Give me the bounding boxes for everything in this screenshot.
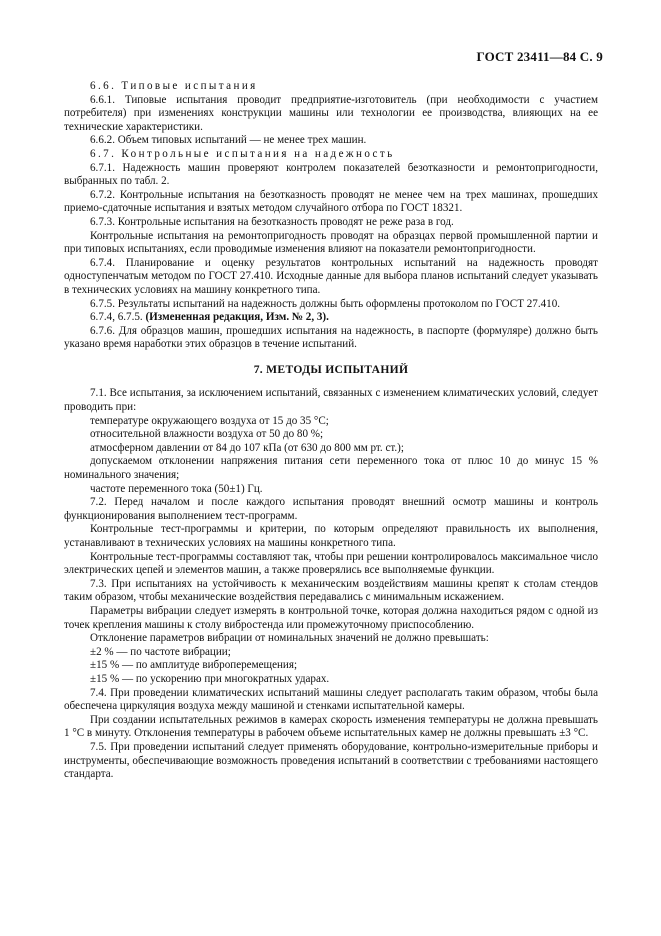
amendment-text: (Измененная редакция, Изм. № 2, 3).	[145, 311, 329, 324]
clause-6-7-3: 6.7.3. Контрольные испытания на безотказность проводят не реже раза в год.	[90, 215, 454, 228]
paragraph-test-programs-composition: Контрольные тест-программы составляют так, чтобы при решении контролировалось максимальное число электрических цепей и элементов машин, а также проверялись все выполняемые функции.	[64, 550, 598, 577]
paragraph-vibration-deviation: Отклонение параметров вибрации от номинальных значений не должно превышать:	[90, 632, 489, 645]
section-6-7-title: 6.7. Контрольные испытания на надежность	[90, 147, 395, 160]
clause-6-6-2: 6.6.2. Объем типовых испытаний — не менее трех машин.	[90, 134, 367, 147]
clause-6-7-1: 6.7.1. Надежность машин проверяют контролем показателей безотказности и ремонтопригодности, выбранных по табл. 2.	[64, 161, 598, 188]
deviation-amplitude: ±15 % — по амплитуде виброперемещения;	[90, 659, 298, 672]
paragraph-test-programs: Контрольные тест-программы и критерии, по которым определяют правильность их выполнения, устанавливают в технических условиях на машины конкретного типа.	[64, 523, 598, 549]
clause-7-5: 7.5. При проведении испытаний следует применять оборудование, контрольно-измерительные приборы и инструменты, обеспечивающие возможность проведения испытаний в соответствии с требованиями настоящего стандарта.	[64, 740, 598, 781]
paragraph-vibration-measure: Параметры вибрации следует измерять в контрольной точке, которая должна находиться рядом с одной из точек крепления машины к столу вибростенда или промежуточному приспособлению.	[64, 604, 598, 631]
deviation-frequency: ±2 % — по частоте вибрации;	[90, 645, 231, 658]
clause-6-7-6: 6.7.6. Для образцов машин, прошедших испытания на надежность, в паспорте (формуляре) должно быть указано время наработки этих образцов в течение испытаний.	[64, 324, 598, 351]
condition-humidity: относительной влажности воздуха от 50 до 80 %;	[90, 428, 324, 441]
condition-voltage: допускаемом отклонении напряжения питания сети переменного тока от плюс 10 до минус 15 % номинального значения;	[64, 455, 598, 482]
amendment-clauses: 6.7.4, 6.7.5.	[90, 311, 143, 324]
clause-6-7-5: 6.7.5. Результаты испытаний на надежность должны быть оформлены протоколом по ГОСТ 27.410.	[90, 297, 561, 310]
clause-7-4: 7.4. При проведении климатических испытаний машины следует располагать таким образом, чтобы была обеспечена циркуляция воздуха между машиной и стенками испытательной камеры.	[64, 686, 598, 713]
clause-6-6-1: 6.6.1. Типовые испытания проводит предприятие-изготовитель (при необходимости с участием потребителя) при изменениях конструкции машины или технологии ее производства, влияющих на ее технические характеристики.	[64, 93, 598, 133]
deviation-acceleration: ±15 % — по ускорению при многократных ударах.	[90, 672, 330, 685]
section-6-6-title: 6.6. Типовые испытания	[90, 80, 258, 92]
condition-frequency: частоте переменного тока (50±1) Гц.	[90, 482, 263, 495]
document-body	[64, 80, 598, 782]
running-header: ГОСТ 23411—84 С. 9	[476, 49, 603, 64]
condition-pressure: атмосферном давлении от 84 до 107 кПа (от 630 до 800 мм рт. ст.);	[90, 441, 404, 454]
paragraph-maintainability: Контрольные испытания на ремонтопригодность проводят на образцах первой промышленной партии и при типовых испытаниях, если проводимые изменения влияют на показатели ремонтопригодности.	[64, 229, 598, 256]
paragraph-temperature-rate: При создании испытательных режимов в камерах скорость изменения температуры не должна превышать 1 °С в минуту. Отклонения температуры в рабочем объеме испытательных камер не должны превышать ±3 °С.	[64, 713, 598, 740]
clause-7-1: 7.1. Все испытания, за исключением испытаний, связанных с изменением климатических условий, следует проводить при:	[64, 387, 598, 414]
clause-7-2: 7.2. Перед началом и после каждого испытания проводят внешний осмотр машины и контроль функционирования выполнением тест-программ.	[64, 496, 598, 522]
condition-temperature: температуре окружающего воздуха от 15 до 35 °С;	[90, 414, 329, 427]
clause-6-7-4: 6.7.4. Планирование и оценку результатов контрольных испытаний на надежность проводят одноступенчатым методом по ГОСТ 27.410. Исходные данные для выбора планов испытаний следует указывать в технических условиях на машину конкретного типа.	[64, 256, 598, 296]
clause-7-3: 7.3. При испытаниях на устойчивость к механическим воздействиям машины крепят к столам стендов таким образом, чтобы механические воздействия передавались с минимальным искажением.	[64, 577, 598, 604]
section-7-heading: 7. МЕТОДЫ ИСПЫТАНИЙ	[253, 362, 409, 376]
amendment-note	[64, 311, 598, 325]
clause-6-7-2: 6.7.2. Контрольные испытания на безотказность проводят не менее чем на трех машинах, прошедших приемо-сдаточные испытания и взятых методом случайного отбора по ГОСТ 18321.	[64, 188, 598, 215]
